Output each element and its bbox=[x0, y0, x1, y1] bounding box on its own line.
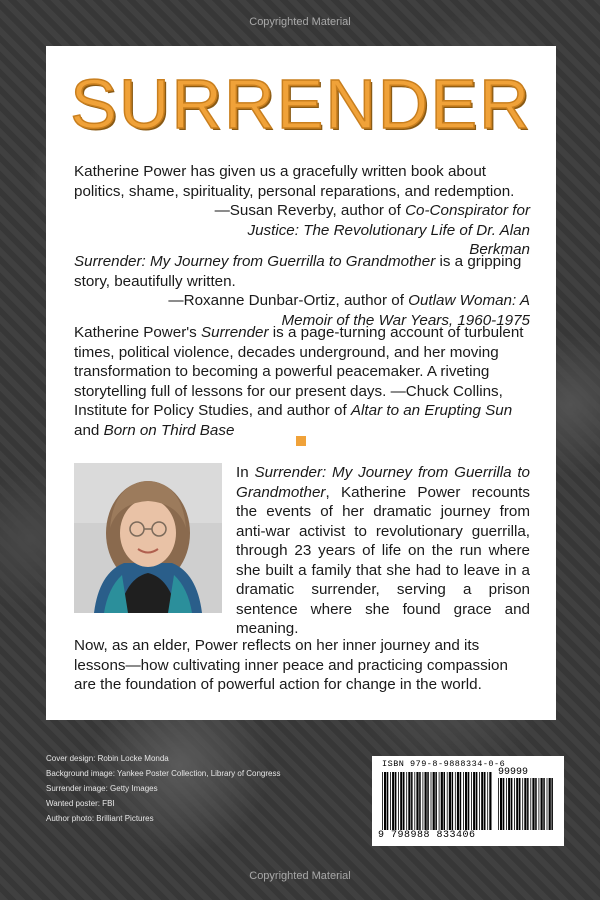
author-portrait-illustration bbox=[74, 463, 222, 613]
attribution-author: —Chuck Collins, Institute for Policy Studies, and author of bbox=[74, 382, 503, 419]
barcode-bar bbox=[398, 772, 399, 830]
barcode-bar bbox=[551, 778, 553, 830]
barcode-bar bbox=[549, 778, 551, 830]
author-photo bbox=[74, 463, 222, 613]
barcode-bar bbox=[395, 772, 397, 830]
barcode-bar bbox=[503, 778, 505, 830]
attribution-book-2: Born on Third Base bbox=[103, 421, 235, 439]
barcode-bar bbox=[382, 772, 383, 830]
quote-text: is a gripping story, beautifully written. bbox=[74, 253, 522, 290]
barcode-bar bbox=[444, 772, 446, 830]
attribution-book-1: Altar to an Erupting Sun bbox=[350, 402, 513, 419]
barcode-bar bbox=[541, 778, 543, 830]
barcode-bar bbox=[473, 772, 475, 830]
credit-line: Cover design: Robin Locke Monda bbox=[46, 754, 169, 763]
barcode-bar bbox=[427, 772, 429, 830]
barcode-bar bbox=[519, 778, 521, 830]
watermark-top: Copyrighted Material bbox=[249, 16, 351, 28]
book-title: SURRENDER bbox=[70, 65, 532, 143]
barcode-bar bbox=[403, 772, 405, 830]
barcode-bar bbox=[449, 772, 451, 830]
price-code: 99999 bbox=[498, 767, 529, 778]
quote-text-b: is a page-turning account of turbulent times, political violence, decades underground, and her moving transformation to becoming a powerful peacemaker. A riveting storytelling full of lessons for our present days. bbox=[74, 324, 524, 400]
barcode-bar bbox=[487, 772, 488, 830]
barcode-bar bbox=[441, 772, 443, 830]
attribution-book: Co-Conspirator for Justice: The Revolutionary Life of Dr. Alan Berkman bbox=[247, 202, 530, 258]
barcode-bar bbox=[423, 772, 424, 830]
barcode-bar bbox=[508, 778, 510, 830]
closing-paragraph: Now, as an elder, Power reflects on her inner journey and its lessons—how cultivating inner peace and practicing compassion are the foundation of powerful action for change in the world. bbox=[74, 637, 508, 693]
barcode-bar bbox=[384, 772, 386, 830]
barcode-bar bbox=[457, 772, 459, 830]
barcode-bar bbox=[435, 772, 437, 830]
barcode-bar bbox=[522, 778, 523, 830]
credit-line: Surrender image: Getty Images bbox=[46, 784, 158, 793]
credit-line: Background image: Yankee Poster Collection, Library of Congress bbox=[46, 769, 281, 778]
barcode-bar bbox=[447, 772, 448, 830]
barcode-bar bbox=[506, 778, 507, 830]
image-credits bbox=[46, 751, 281, 826]
barcode-bar bbox=[530, 778, 531, 830]
book-description bbox=[236, 463, 530, 639]
quote-collins bbox=[74, 323, 530, 440]
barcode-bar bbox=[463, 772, 464, 830]
barcode-addon-bars bbox=[498, 778, 554, 830]
barcode-bar bbox=[408, 772, 410, 830]
orange-square-divider bbox=[296, 436, 306, 446]
barcode-bar bbox=[392, 772, 394, 830]
barcode-bar bbox=[524, 778, 526, 830]
quote-text: Katherine Power has given us a gracefully written book about politics, shame, spirituality, personal reparations, and redemption. bbox=[74, 163, 515, 200]
barcode-bar bbox=[455, 772, 456, 830]
barcode-bar bbox=[547, 778, 548, 830]
barcode-bar bbox=[481, 772, 483, 830]
barcode-bar bbox=[543, 778, 545, 830]
attribution-and: and bbox=[74, 421, 104, 439]
attribution-book: Outlaw Woman: A Memoir of the War Years, 1960-1975 bbox=[281, 292, 530, 329]
barcode-bar bbox=[532, 778, 534, 830]
barcode-bar bbox=[500, 778, 502, 830]
barcode-bar bbox=[452, 772, 454, 830]
isbn-label: ISBN 979-8-9888334-0-6 bbox=[382, 759, 506, 769]
barcode-bar bbox=[411, 772, 413, 830]
barcode-bar bbox=[387, 772, 389, 830]
quote-book-title: Surrender bbox=[201, 324, 269, 341]
barcode-bar bbox=[527, 778, 529, 830]
back-cover-panel bbox=[46, 46, 556, 720]
credit-line: Wanted poster: FBI bbox=[46, 799, 115, 808]
barcode-bar bbox=[414, 772, 415, 830]
barcode-digits: 9 798988 833406 bbox=[378, 830, 476, 841]
attribution-author: —Susan Reverby, author of bbox=[214, 202, 406, 219]
attribution-author: —Roxanne Dunbar-Ortiz, author of bbox=[168, 292, 409, 309]
description-text: , Katherine Power recounts the events of her dramatic journey from anti-war activist to revolutionary guerrilla, through 23 years of life on the run where she built a family that she had to leave in a dramatic surrender, serving a prison sentence where she found grace and meaning. bbox=[236, 483, 530, 637]
barcode-bar bbox=[489, 772, 491, 830]
barcode-bar bbox=[476, 772, 478, 830]
barcode-bar bbox=[460, 772, 462, 830]
quote-text-a: Katherine Power's bbox=[74, 324, 201, 341]
barcode-bar bbox=[465, 772, 467, 830]
watermark-bottom: Copyrighted Material bbox=[249, 870, 351, 882]
barcode-bar bbox=[471, 772, 472, 830]
barcode-bar bbox=[400, 772, 402, 830]
quote-book-title: Surrender: My Journey from Guerrilla to Grandmother bbox=[74, 253, 436, 270]
description-intro: In bbox=[236, 464, 255, 481]
barcode-bar bbox=[390, 772, 391, 830]
barcode-bar bbox=[535, 778, 537, 830]
barcode-bar bbox=[431, 772, 432, 830]
barcode-bar bbox=[416, 772, 418, 830]
quote-attribution bbox=[74, 201, 530, 260]
isbn-barcode bbox=[372, 756, 564, 846]
quote-reverby bbox=[74, 162, 530, 260]
barcode-bar bbox=[479, 772, 480, 830]
barcode-bars bbox=[382, 772, 492, 830]
barcode-bar bbox=[425, 772, 427, 830]
description-book-title: Surrender: My Journey from Guerrilla to Grandmother bbox=[236, 464, 531, 501]
quote-dunbar-ortiz bbox=[74, 252, 530, 330]
barcode-bar bbox=[419, 772, 421, 830]
barcode-bar bbox=[439, 772, 440, 830]
barcode-bar bbox=[511, 778, 513, 830]
credit-line: Author photo: Brilliant Pictures bbox=[46, 814, 154, 823]
barcode-bar bbox=[539, 778, 540, 830]
barcode-bar bbox=[498, 778, 499, 830]
barcode-bar bbox=[468, 772, 470, 830]
barcode-bar bbox=[516, 778, 518, 830]
barcode-bar bbox=[484, 772, 486, 830]
barcode-bar bbox=[406, 772, 407, 830]
barcode-bar bbox=[433, 772, 435, 830]
barcode-bar bbox=[514, 778, 515, 830]
